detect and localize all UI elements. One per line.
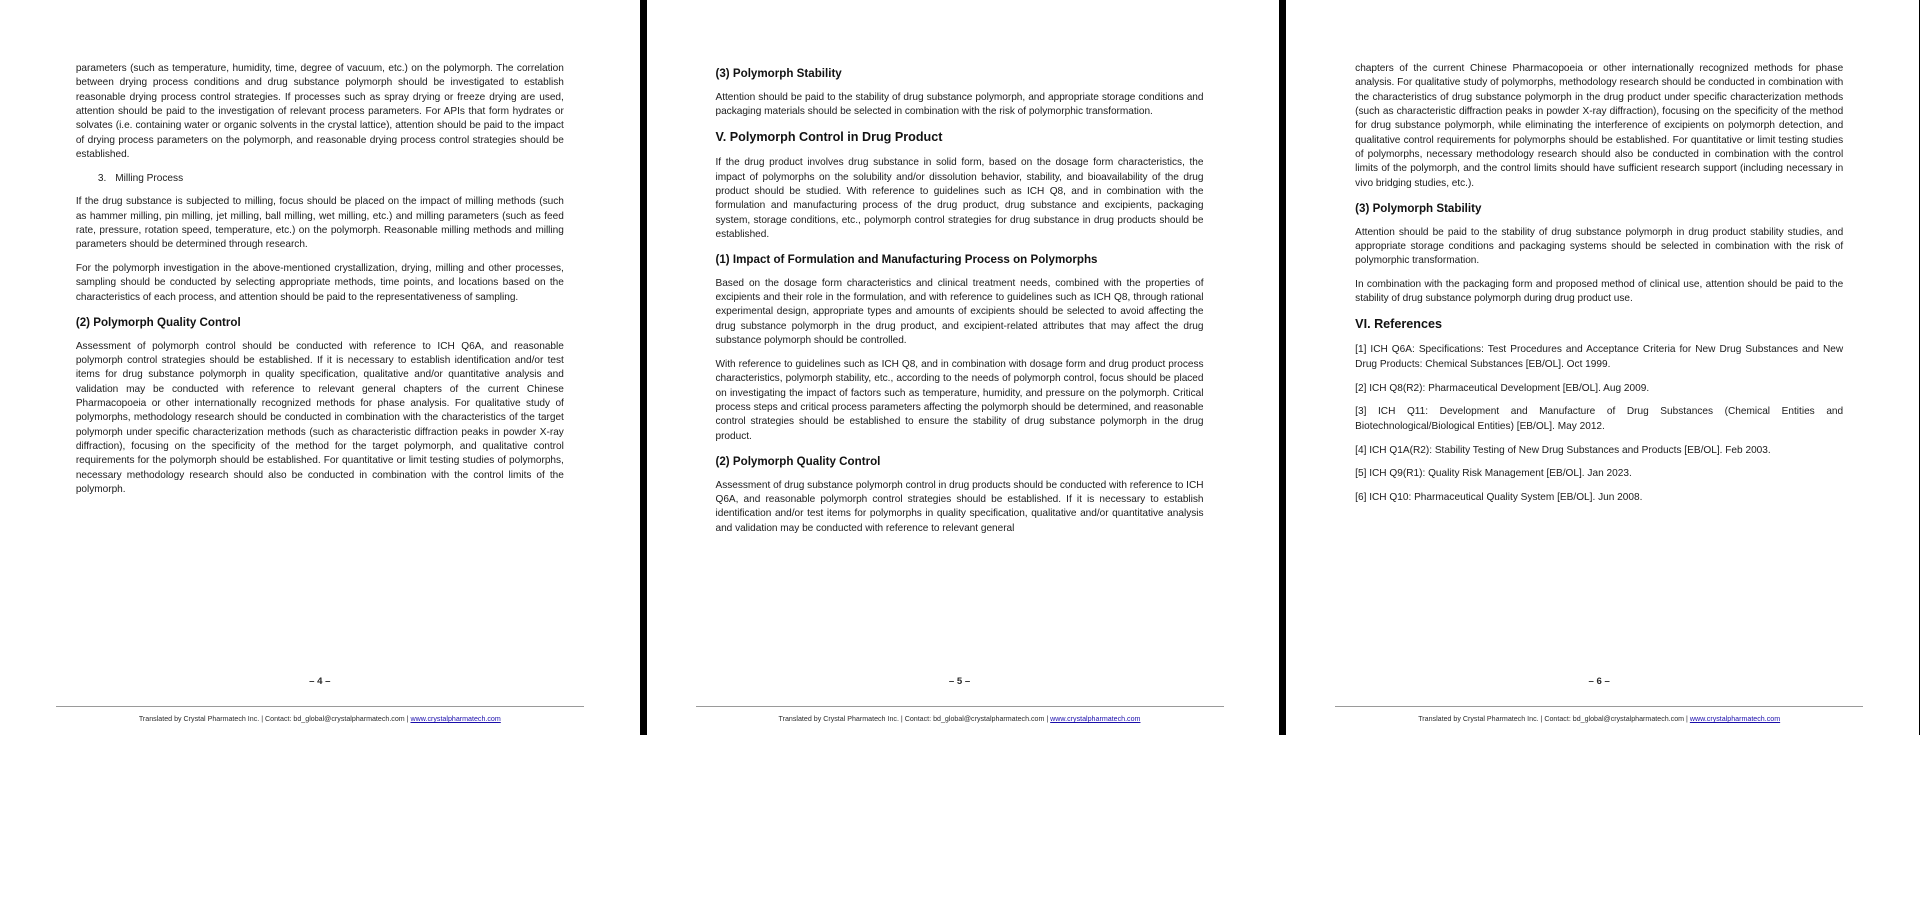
footer-website-link[interactable]: www.crystalpharmatech.com bbox=[1050, 715, 1141, 723]
body-paragraph: In combination with the packaging form and proposed method of clinical use, attention should be paid to the stability of drug substance polymorph during drug product use. bbox=[1355, 279, 1844, 305]
section-heading: VI. References bbox=[1355, 317, 1442, 332]
page-footer bbox=[1335, 714, 1863, 725]
document-page[interactable] bbox=[14, 0, 626, 735]
subsection-heading: (3) Polymorph Stability bbox=[715, 67, 842, 80]
page-content bbox=[716, 62, 1204, 735]
reference-item: [6] ICH Q10: Pharmaceutical Quality System [EB/OL]. Jun 2008. bbox=[1355, 492, 1643, 504]
footer-website-link[interactable]: www.crystalpharmatech.com bbox=[410, 715, 501, 723]
page-footer bbox=[56, 714, 584, 725]
body-paragraph: Based on the dosage form characteristics and clinical treatment needs, combined with the properties of excipients and their role in the formulation, and with reference to guidelines such as ICH Q8, through rational experimental design, appropriate types and amounts of excipients should be selected to avoid affecting the drug substance polymorph in the drug product, and excipient-related attributes that may affect the drug substance polymorph should be controlled. bbox=[715, 277, 1204, 347]
page-slot-3[interactable] bbox=[1279, 0, 1919, 900]
footer-divider bbox=[1335, 706, 1863, 707]
subsection-heading: (2) Polymorph Quality Control bbox=[75, 315, 241, 329]
footer-divider bbox=[56, 706, 584, 707]
page-slot-1[interactable] bbox=[0, 0, 640, 900]
body-paragraph: Assessment of drug substance polymorph control in drug products should be conducted with reference to ICH Q6A, and reasonable polymorph control strategies should be established. If it is necessary to establish identification and/or test items for polymorphs in quality specification, qualitative and/or quantitative analysis and validation may be conducted with reference to relevant general bbox=[715, 479, 1204, 534]
footer-website-link[interactable]: www.crystalpharmatech.com bbox=[1689, 715, 1781, 723]
footer-divider bbox=[696, 706, 1224, 707]
subsection-heading: (2) Polymorph Quality Control bbox=[715, 454, 881, 468]
footer-credit-text: Translated by Crystal Pharmatech Inc. | Contact: bd_global@crystalpharmatech.com | bbox=[778, 715, 1051, 723]
body-paragraph: If the drug substance is subjected to milling, focus should be placed on the impact of milling methods (such as hammer milling, pin milling, jet milling, ball milling, wet milling, etc.) and milling parameters (such as feed rate, pressure, rotation speed, temperature, etc.) on the polymorph. Reasonable milling methods and milling parameters should be determined through research. bbox=[75, 196, 564, 251]
footer-credit-text: Translated by Crystal Pharmatech Inc. | Contact: bd_global@crystalpharmatech.com | bbox=[1418, 715, 1690, 723]
body-paragraph: chapters of the current Chinese Pharmacopoeia or other internationally recognized methods for phase analysis. For qualitative study of polymorphs, methodology research should be conducted in combination with the characteristics of drug substance polymorph in the drug product under specific characterization methods (such as characteristic diffraction peaks in powder X-ray diffraction), focusing on the specificity of the method for drug substance polymorph, while eliminating the interference of excipients on polymorph detection, and qualitative control requirements for polymorphs should be established. For quantitative or limit testing studies of polymorphs, necessary methodology research should also be conducted in combination with the control limits of the polymorph, and the control limits should have sufficient research support (including necessary in vivo bridging studies, etc.). bbox=[1355, 63, 1844, 189]
document-page[interactable] bbox=[654, 0, 1266, 735]
body-paragraph: With reference to guidelines such as ICH Q8, and in combination with dosage form and drug product process characteristics, polymorph stability, etc., according to the needs of polymorph control, focus should be placed on investigating the impact of factors such as temperature, humidity, and pressure on the polymorph. Critical process steps and critical process parameters affecting the polymorph should be determined, and reasonable control strategies should be established to ensure the stability of drug substance polymorph in the drug product. bbox=[715, 358, 1204, 442]
reference-item: [4] ICH Q1A(R2): Stability Testing of New Drug Substances and Products [EB/OL]. Feb 2003. bbox=[1355, 444, 1771, 456]
body-paragraph: Attention should be paid to the stability of drug substance polymorph in drug product stability studies, and appropriate storage conditions and packaging systems should be selected in combination with the risk of polymorphic transformation. bbox=[1355, 226, 1844, 267]
reference-item: [2] ICH Q8(R2): Pharmaceutical Development [EB/OL]. Aug 2009. bbox=[1355, 382, 1650, 394]
page-number: – 4 – bbox=[309, 676, 331, 687]
page-number: – 5 – bbox=[948, 676, 971, 687]
body-paragraph: Attention should be paid to the stability of drug substance polymorph, and appropriate storage conditions and packaging materials should be selected in combination with the risk of polymorphic transformation. bbox=[715, 92, 1204, 118]
body-paragraph: Assessment of polymorph control should be conducted with reference to ICH Q6A, and reasonable polymorph control strategies should be established. If it is necessary to establish identification and/or test items for drug substance polymorph in quality specification, qualitative and/or quantitative analysis and validation may be conducted with reference to relevant general chapters of the current Chinese Pharmacopoeia or other internationally recognized methods for phase analysis. For qualitative study of polymorphs, methodology research should be conducted in combination with the characteristics of the target polymorph under specific characterization methods (such as characteristic diffraction peaks in powder X-ray diffraction), focusing on the specificity of the method for the target polymorph, and qualitative control requirements for the polymorph should be established. For quantitative or limit testing studies of polymorphs, necessary methodology research should also be conducted in combination with the control limits of the polymorph. bbox=[75, 340, 564, 496]
body-paragraph: For the polymorph investigation in the above-mentioned crystallization, drying, milling and other processes, sampling should be conducted by selecting appropriate methods, time points, and locations based on the characteristics of each process, and attention should be paid to the representativeness of sampling. bbox=[75, 263, 564, 303]
reference-item: [3] ICH Q11: Development and Manufacture of Drug Substances (Chemical Entities and Biotechnological/Biological Entities) [EB/OL]. May 2012. bbox=[1355, 406, 1844, 432]
section-heading: V. Polymorph Control in Drug Product bbox=[715, 130, 943, 145]
body-paragraph: parameters (such as temperature, humidity, time, degree of vacuum, etc.) on the polymorph. The correlation between drying process conditions and drug substance polymorph should be investigated to establish reasonable drying process control strategies. If processes such as spray drying or freeze drying are used, attention should be paid to the investigation of relevant process parameters. For APIs that form hydrates or solvates (i.e. containing water or organic solvents in the crystal lattice), attention should be paid to the impact of drying process parameters on the polymorph, and reasonable drying process control strategies should be established. bbox=[75, 63, 564, 161]
subsection-heading: (3) Polymorph Stability bbox=[1355, 201, 1482, 215]
list-item-label: Milling Process bbox=[115, 172, 184, 184]
page-slot-2[interactable] bbox=[640, 0, 1280, 900]
reference-item: [1] ICH Q6A: Specifications: Test Procedures and Acceptance Criteria for New Drug Substances and New Drug Products: Chemical Substances [EB/OL]. Oct 1999. bbox=[1355, 344, 1844, 370]
numbered-list-item bbox=[98, 172, 564, 186]
page-number: – 6 – bbox=[1588, 676, 1610, 687]
page-content bbox=[1355, 62, 1843, 735]
document-page[interactable] bbox=[1293, 0, 1905, 735]
page-footer bbox=[696, 714, 1224, 725]
page-content bbox=[76, 62, 564, 735]
reference-item: [5] ICH Q9(R1): Quality Risk Management [EB/OL]. Jan 2023. bbox=[1355, 468, 1632, 480]
list-item-number: 3. bbox=[97, 172, 107, 184]
body-paragraph: If the drug product involves drug substance in solid form, based on the dosage form characteristics, the impact of polymorphs on the solubility and/or dissolution behavior, stability, and bioavailability of the drug product should be studied. With reference to guidelines such as ICH Q8, and in combination with the formulation and manufacturing process of the drug product, drug substance and excipients, packaging system, storage conditions, etc., polymorph control strategies for drug substance in drug products should be established. bbox=[715, 157, 1204, 240]
subsection-heading: (1) Impact of Formulation and Manufacturing Process on Polymorphs bbox=[715, 252, 1098, 266]
footer-credit-text: Translated by Crystal Pharmatech Inc. | Contact: bd_global@crystalpharmatech.com | bbox=[138, 715, 411, 723]
